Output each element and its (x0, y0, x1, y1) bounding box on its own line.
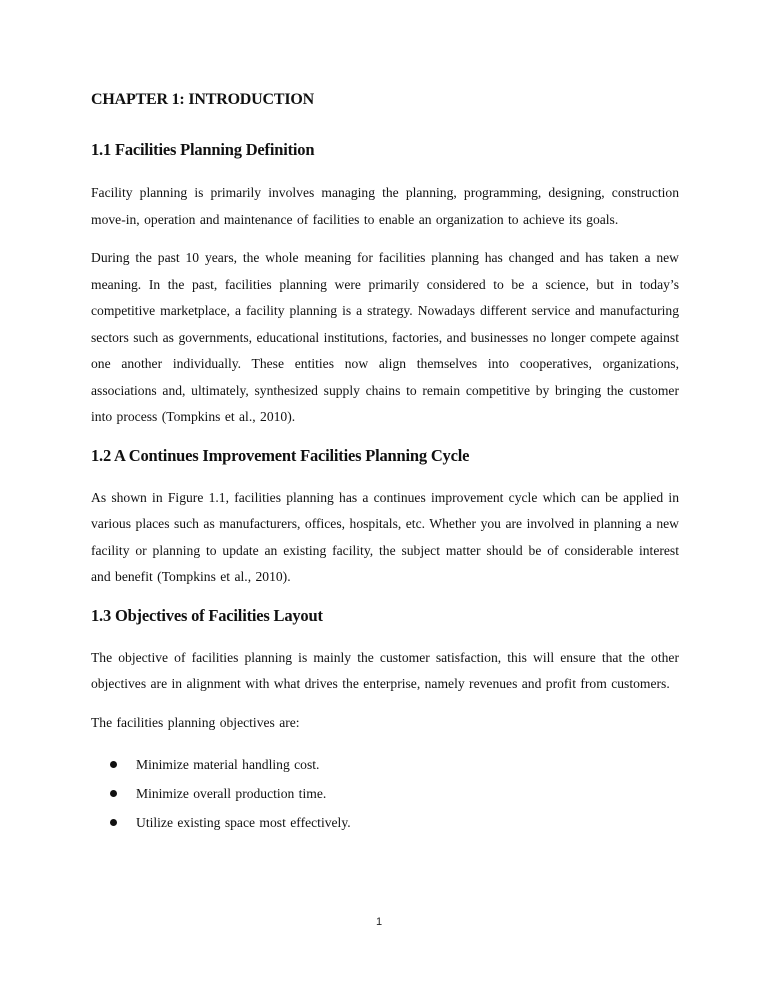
paragraph-objective: The objective of facilities planning is mainly the customer satisfaction, this will ensure that the other objectives are in alignment with what drives the enterprise, namely revenues and profit from customers. (91, 649, 679, 691)
paragraph-history: During the past 10 years, the whole meaning for facilities planning has changed and has taken a new meaning. In the past, facilities planning were primarily considered to be a science, but in today’s competitive marketplace, a facility planning is a strategy. Nowadays different service and manufacturing sectors such as governments, educational institutions, factories, and businesses no longer compete against one another individually. These entities now align themselves into cooperatives, organizations, associations and, ultimately, synthesized supply chains to remain competitive by bringing the customer into process (Tompkins et al., 2010). (91, 250, 679, 424)
bullet-icon (110, 819, 117, 826)
bullet-icon (110, 761, 117, 768)
bullet-icon (110, 790, 117, 797)
objectives-list (91, 750, 679, 837)
list-item-text: Minimize material handling cost. (136, 757, 320, 772)
page-number: 1 (375, 916, 383, 928)
section-heading-1-3: 1.3 Objectives of Facilities Layout (91, 605, 323, 625)
section-heading-1-2: 1.2 A Continues Improvement Facilities Planning Cycle (91, 445, 470, 465)
chapter-title: CHAPTER 1: INTRODUCTION (91, 91, 314, 108)
list-item (91, 779, 679, 808)
section-heading-1-1: 1.1 Facilities Planning Definition (91, 140, 315, 159)
list-item-text: Utilize existing space most effectively. (136, 815, 351, 830)
list-item (91, 750, 679, 779)
list-item-text: Minimize overall production time. (136, 786, 327, 801)
paragraph-objectives-intro: The facilities planning objectives are: (91, 714, 300, 730)
page-content (91, 89, 679, 837)
paragraph-cycle: As shown in Figure 1.1, facilities planning has a continues improvement cycle which can be applied in various places such as manufacturers, offices, hospitals, etc. Whether you are involved in planning a new facility or planning to update an existing facility, the subject matter should be of considerable interest and benefit (Tompkins et al., 2010). (91, 489, 679, 584)
list-item (91, 808, 679, 837)
paragraph-definition: Facility planning is primarily involves managing the planning, programming, designing, construction move-in, operation and maintenance of facilities to enable an organization to achieve its goals. (91, 185, 679, 227)
